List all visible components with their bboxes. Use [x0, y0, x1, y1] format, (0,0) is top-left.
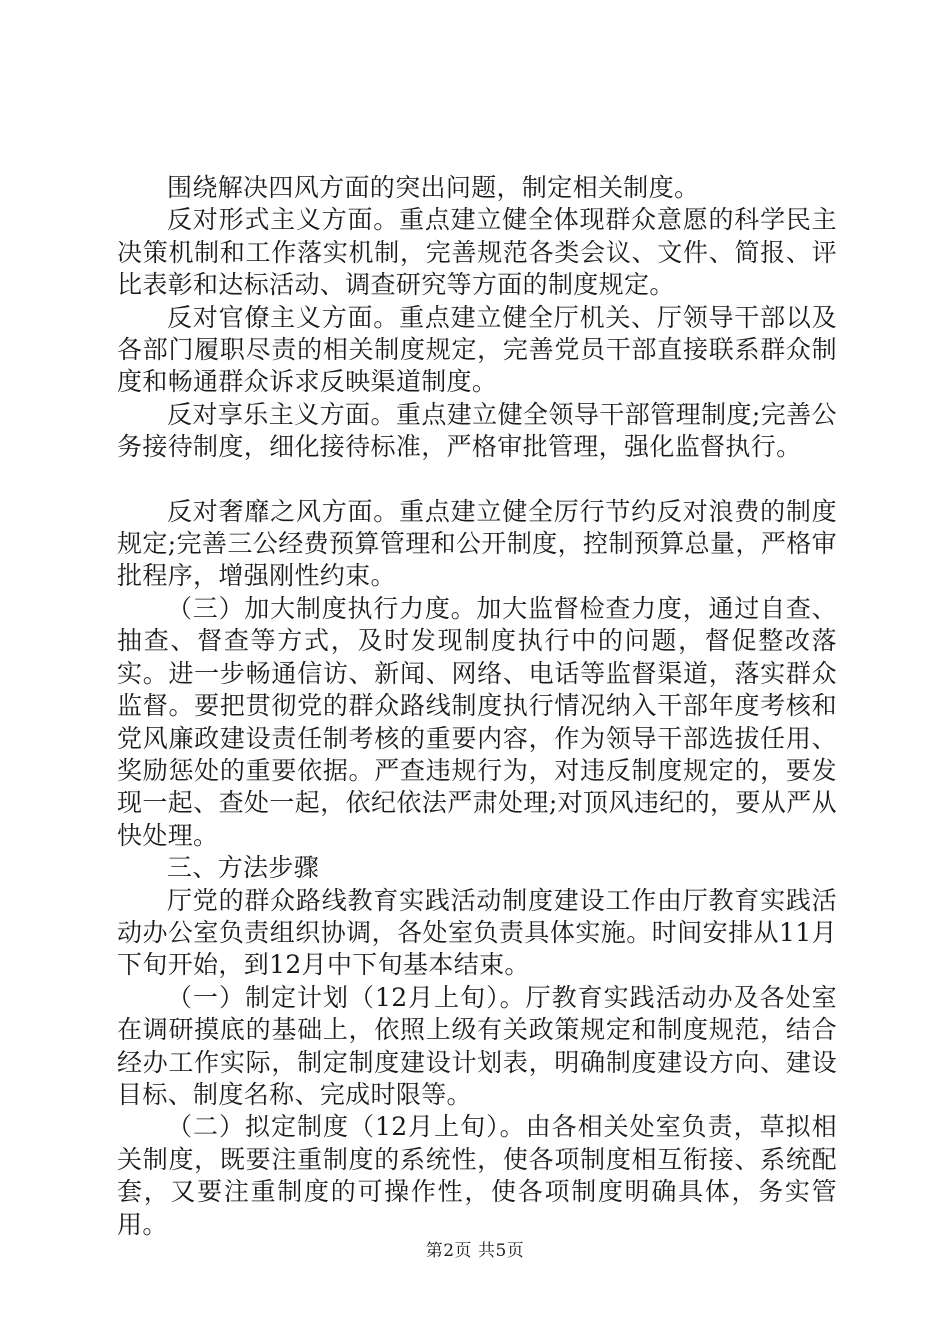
- paragraph-8: 厅党的群众路线教育实践活动制度建设工作由厅教育实践活动办公室负责组织协调，各处室负责具体实施。时间安排从11月下旬开始，到12月中下旬基本结束。: [117, 885, 837, 980]
- paragraph-6: （三）加大制度执行力度。加大监督检查力度，通过自查、抽查、督查等方式，及时发现制度执行中的问题，督促整改落实。进一步畅通信访、新闻、网络、电话等监督渠道，落实群众监督。要把贯彻党的群众路线制度执行情况纳入干部年度考核和党风廉政建设责任制考核的重要内容，作为领导干部选拔任用、奖励惩处的重要依据。严查违规行为，对违反制度规定的，要发现一起、查处一起，依纪依法严肃处理;对顶风违纪的，要从严从快处理。: [117, 593, 837, 850]
- paragraph-5: 反对奢靡之风方面。重点建立健全厉行节约反对浪费的制度规定;完善三公经费预算管理和公开制度，控制预算总量，严格审批程序，增强刚性约束。: [117, 496, 837, 591]
- paragraph-4: 反对享乐主义方面。重点建立健全领导干部管理制度;完善公务接待制度，细化接待标准，严格审批管理，强化监督执行。: [117, 399, 837, 462]
- paragraph-2: 反对形式主义方面。重点建立健全体现群众意愿的科学民主决策机制和工作落实机制，完善规范各类会议、文件、简报、评比表彰和达标活动、调查研究等方面的制度规定。: [117, 205, 837, 300]
- section-heading: 三、方法步骤: [167, 853, 320, 883]
- paragraph-9: （一）制定计划（12月上旬）。厅教育实践活动办及各处室在调研摸底的基础上，依照上级有关政策规定和制度规范，结合经办工作实际，制定制度建设计划表，明确制度建设方向、建设目标、制度名称、完成时限等。: [117, 982, 837, 1109]
- paragraph-1: 围绕解决四风方面的突出问题，制定相关制度。: [167, 173, 700, 202]
- document-body: [117, 172, 837, 1241]
- paragraph-3: 反对官僚主义方面。重点建立健全厅机关、厅领导干部以及各部门履职尽责的相关制度规定，完善党员干部直接联系群众制度和畅通群众诉求反映渠道制度。: [117, 302, 837, 397]
- page-number-footer: 第2页 共5页: [425, 1241, 525, 1261]
- paragraph-10: （二）拟定制度（12月上旬）。由各相关处室负责，草拟相关制度，既要注重制度的系统性，使各项制度相互衔接、系统配套，又要注重制度的可操作性，使各项制度明确具体，务实管用。: [117, 1112, 837, 1239]
